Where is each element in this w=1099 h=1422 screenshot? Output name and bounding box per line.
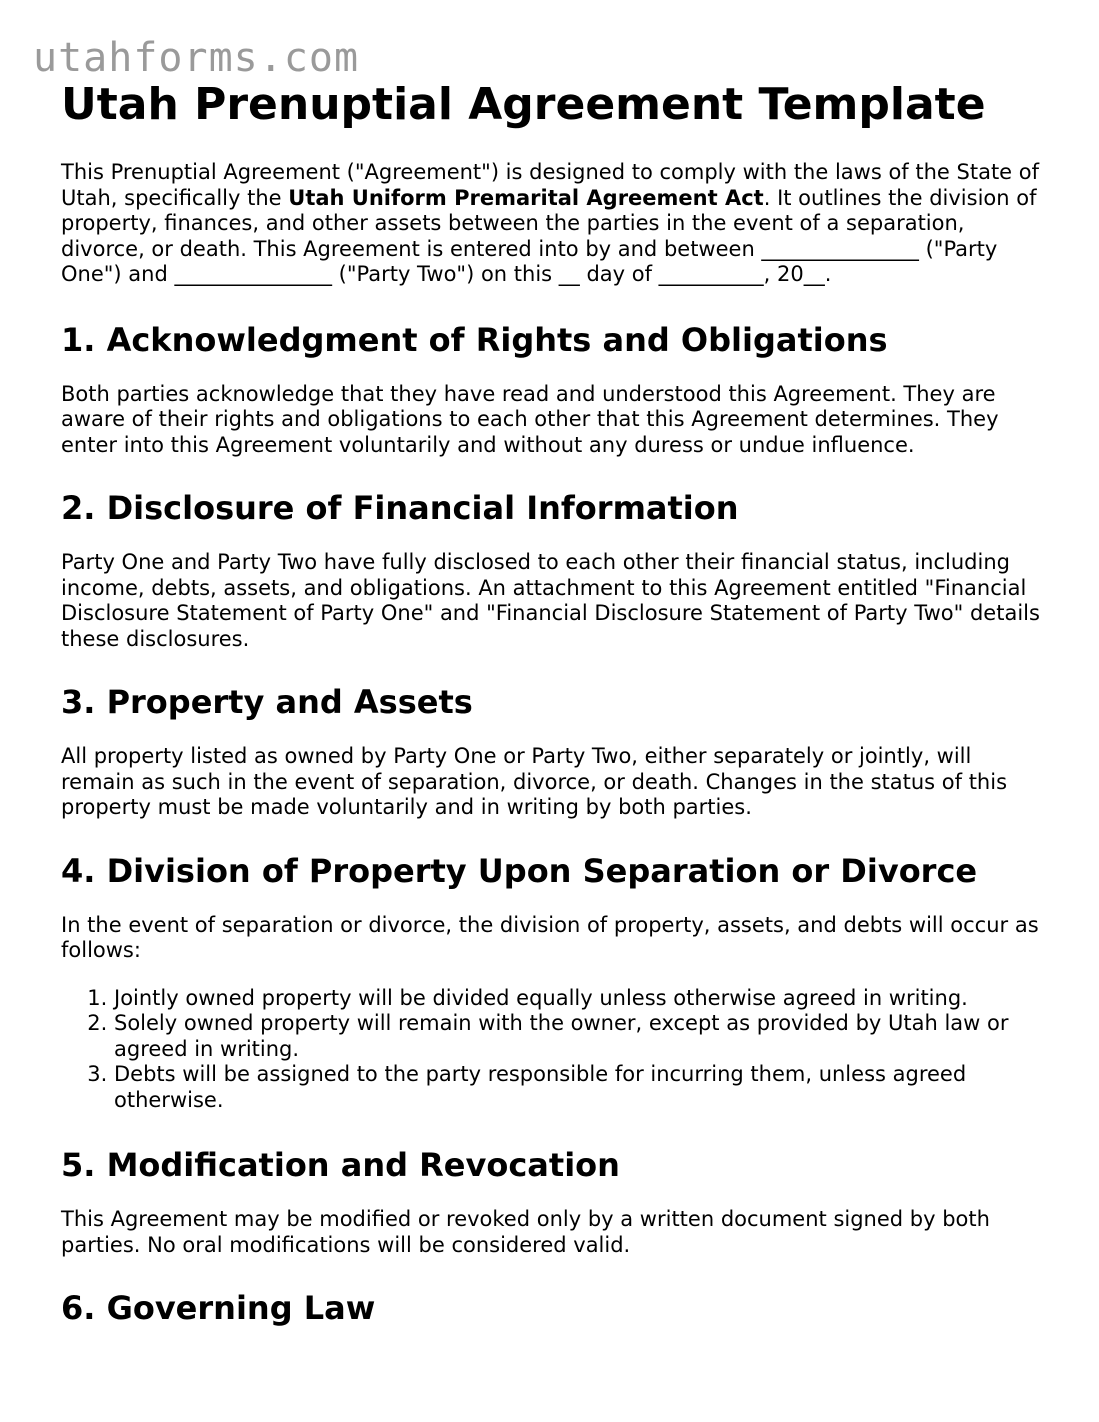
intro-paragraph [61,160,1046,288]
section-3-body: All property listed as owned by Party One or Party Two, either separately or jointly, will remain as such in the event of separation, divorce, or death. Changes in the status of this property must be made voluntarily and in writing by both parties. [61,744,1008,819]
act-name: Utah Uniform Premarital Agreement Act [288,185,764,210]
list-item: 1. Jointly owned property will be divided equally unless otherwise agreed in writing. [114,986,1046,1012]
list-item: 3. Debts will be assigned to the party responsible for incurring them, unless agreed otherwise. [114,1062,1046,1113]
document-page [61,78,1046,1350]
section-4-body: In the event of separation or divorce, the division of property, assets, and debts will occur as follows: [61,912,1039,962]
section-5-body: This Agreement may be modified or revoked only by a written document signed by both parties. No oral modifications will be considered valid. [61,1207,990,1257]
section-1-body: Both parties acknowledge that they have read and understood this Agreement. They are aware of their rights and obligations to each other that this Agreement determines. They enter into this Agreement voluntarily and without any duress or undue influence. [61,381,999,457]
intro-text-before: This Prenuptial Agreement ("Agreement") is designed to comply with the laws of the State of Utah, specifically the [61,160,1040,210]
section-2-heading: 2. Disclosure of Financial Information [61,489,739,527]
intro-text-after: . It outlines the division of property, finances, and other assets between the parties in the event of a separation, divorce, or death. This Agreement is entered into by and between _______________ ("Party One") and _______________ ("Party Two") on this __ day of __________, 20__. [61,185,1037,286]
list-item: 2. Solely owned property will remain with the owner, except as provided by Utah law or agreed in writing. [114,1011,1046,1062]
section-2-body: Party One and Party Two have fully disclosed to each other their financial status, including income, debts, assets, and obligations. An attachment to this Agreement entitled "Financial Disclosure Statement of Party One" and "Financial Disclosure Statement of Party Two" details these disclosures. [61,550,1040,651]
watermark: utahforms.com [33,35,360,81]
section-6-heading: 6. Governing Law [61,1289,376,1327]
document-title: Utah Prenuptial Agreement Template [61,79,986,130]
section-1-heading: 1. Acknowledgment of Rights and Obligations [61,320,888,359]
section-4-heading: 4. Division of Property Upon Separation or Divorce [61,851,978,890]
division-list [61,986,1046,1114]
section-5-heading: 5. Modification and Revocation [61,1146,620,1184]
section-3-heading: 3. Property and Assets [61,683,473,721]
